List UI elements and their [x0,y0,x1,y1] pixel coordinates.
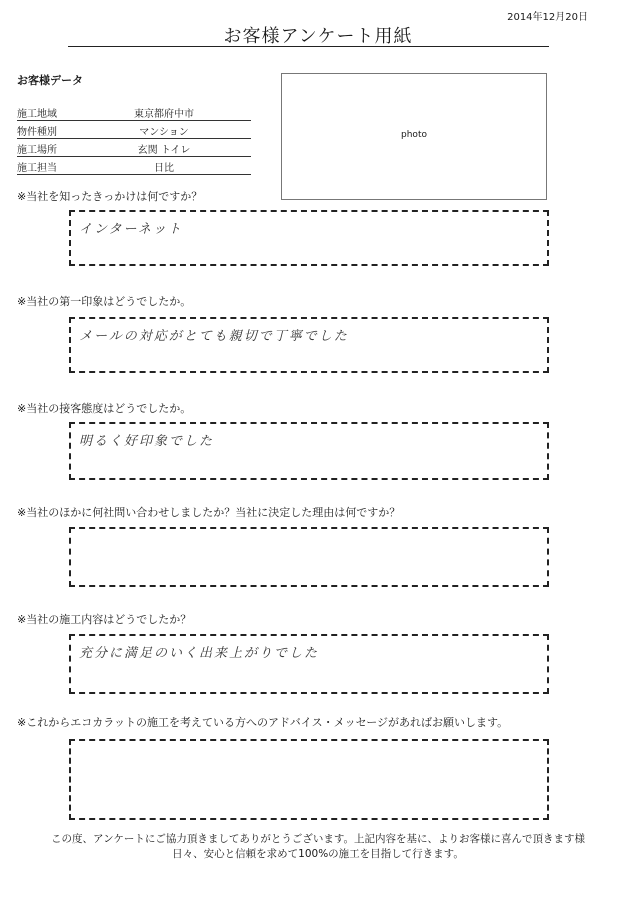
photo-box [281,73,547,200]
info-value: 日比 [154,163,174,174]
info-row-staff [17,156,251,175]
handwritten-answer: メールの対応がとても親切で丁寧でした [79,329,349,344]
info-value: 東京都府中市 [134,109,194,120]
handwritten-answer: 明るく好印象でした [79,434,215,449]
info-label: 施工場所 [17,145,57,156]
info-label: 施工地域 [17,109,57,120]
customer-data-heading: お客様データ [17,74,83,87]
question-text: ※当社を知ったきっかけは何ですか？ [17,190,203,203]
survey-date: 2014年12月20日 [507,12,588,23]
info-row-area [17,102,251,121]
answer-box [69,527,549,587]
answer-box [69,634,549,694]
footer-thanks: この度、アンケートにご協力頂きましてありがとうございます。上記内容を基に、よりお客様に喜んで頂きます様 [50,833,586,845]
page-title: お客様アンケート用紙 [223,26,413,47]
info-row-location [17,138,251,157]
answer-box [69,317,549,373]
info-value: 玄関 トイレ [137,145,191,156]
footer-commitment: 日々、安心と信頼を求めて100%の施工を目指して行きます。 [172,848,464,860]
question-text: ※当社の接客態度はどうでしたか。 [17,402,192,415]
photo-label: photo [401,130,427,140]
info-label: 施工担当 [17,163,57,174]
question-text: ※当社の施工内容はどうでしたか？ [17,613,192,626]
info-row-property-type [17,120,251,139]
title-underline [68,46,549,47]
answer-box [69,422,549,480]
question-text: ※当社のほかに何社問い合わせしましたか？当社に決定した理由は何ですか？ [17,506,401,519]
handwritten-answer: インターネット [79,222,183,237]
question-text: ※当社の第一印象はどうでしたか。 [17,295,192,308]
answer-box [69,739,549,820]
info-value: マンション [139,127,189,138]
handwritten-answer: 充分に満足のいく出来上がりでした [79,646,320,661]
info-label: 物件種別 [17,127,57,138]
answer-box [69,210,549,266]
question-text: ※これからエコカラットの施工を考えている方へのアドバイス・メッセージがあればお願いします。 [17,716,509,729]
